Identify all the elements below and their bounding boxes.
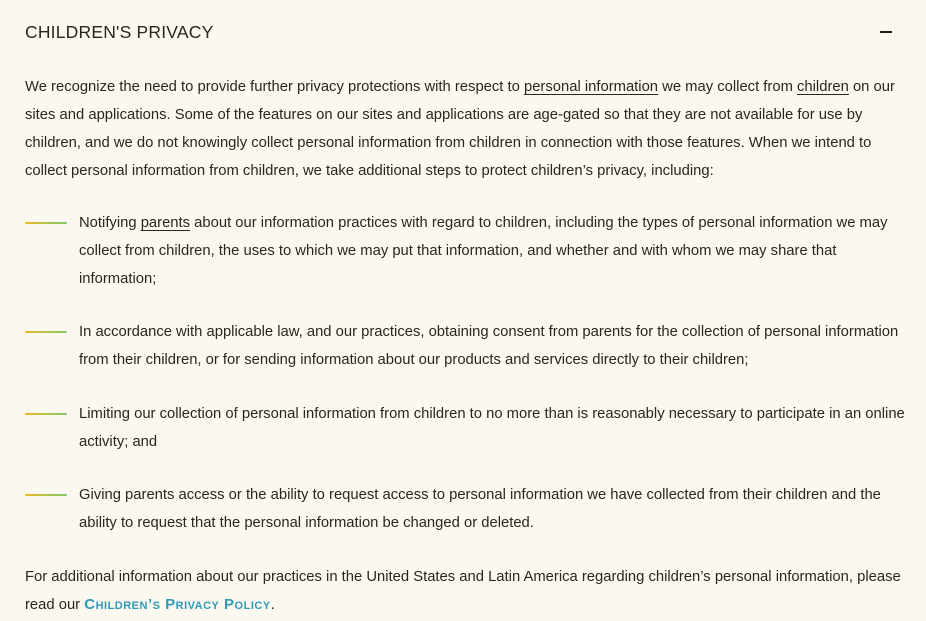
intro-paragraph bbox=[25, 73, 910, 185]
collapse-icon[interactable] bbox=[879, 25, 893, 39]
bullet-1-text-before: Notifying bbox=[79, 215, 141, 231]
bullet-dash-icon bbox=[25, 331, 67, 333]
list-item bbox=[25, 318, 910, 374]
children-link[interactable]: children bbox=[797, 79, 849, 95]
list-item-text bbox=[79, 209, 907, 293]
intro-text-3: on our sites and applications. Some of the features on our sites and applications are age-gated so that they are not available for use by children, and we do not knowingly collect personal information from children in connection with those features. When we intend to collect personal information from children, we take additional steps to protect children’s privacy, including: bbox=[25, 79, 895, 179]
intro-text-2: we may collect from bbox=[658, 79, 798, 95]
list-item-text: Giving parents access or the ability to request access to personal information we have collected from their children and the ability to request that the personal information be changed or deleted. bbox=[79, 487, 881, 531]
section-header[interactable] bbox=[25, 19, 886, 45]
bullet-dash-icon bbox=[25, 222, 67, 224]
list-item-text: In accordance with applicable law, and our practices, obtaining consent from parents for the collection of personal information from their children, or for sending information about our products and services directly to their children; bbox=[79, 324, 899, 368]
list-item-text: Limiting our collection of personal information from children to no more than is reasonably necessary to participate in an online activity; and bbox=[79, 406, 905, 450]
list-item bbox=[25, 400, 910, 456]
intro-text-1: We recognize the need to provide further privacy protections with respect to bbox=[25, 79, 524, 95]
section-title: CHILDREN'S PRIVACY bbox=[25, 21, 214, 42]
childrens-privacy-policy-link[interactable]: Children’s Privacy Policy bbox=[84, 596, 271, 613]
parents-link[interactable]: parents bbox=[140, 215, 191, 231]
list-item bbox=[25, 209, 910, 293]
footer-end: . bbox=[270, 597, 275, 613]
footer-paragraph bbox=[25, 563, 910, 619]
bullet-dash-icon bbox=[25, 494, 67, 496]
footer-text: For additional information about our practices in the United States and Latin America regarding children’s personal information, please read our bbox=[25, 569, 901, 613]
bullet-1-text-after: about our information practices with regard to children, including the types of personal information we may collect from children, the uses to which we may put that information, and whether and with whom we may share that information; bbox=[79, 215, 888, 287]
list-item bbox=[25, 481, 910, 537]
personal-information-link[interactable]: personal information bbox=[523, 79, 659, 95]
bullet-dash-icon bbox=[25, 413, 67, 415]
